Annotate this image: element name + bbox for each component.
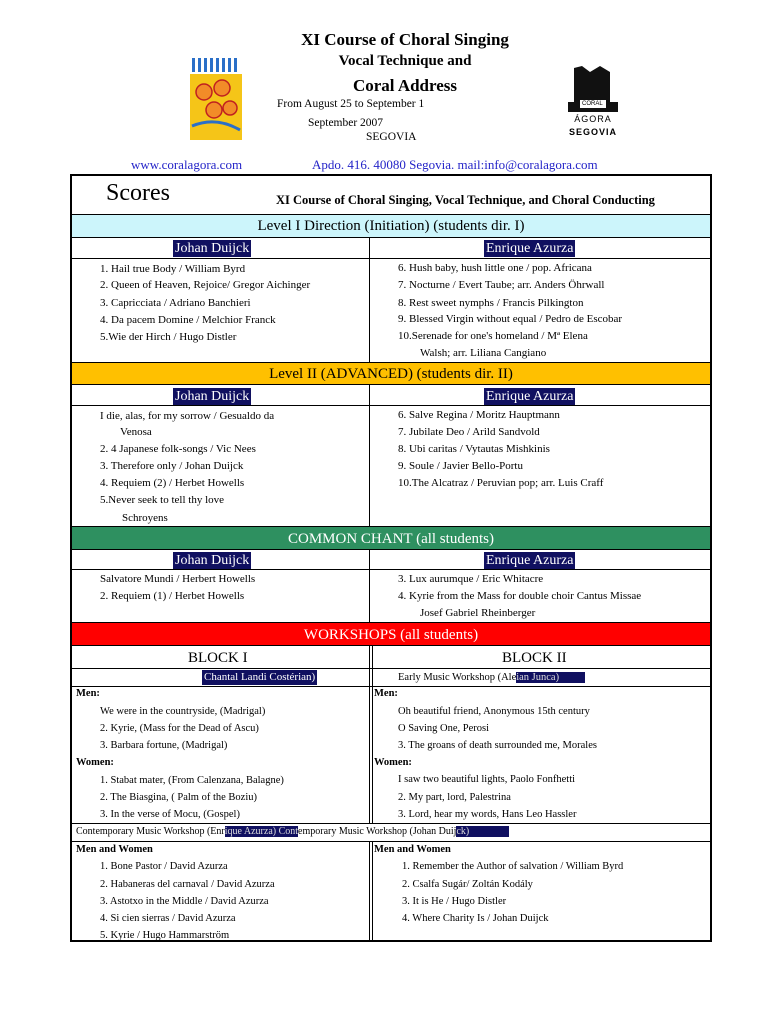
list-item: 3. Capricciata / Adriano Banchieri xyxy=(100,297,251,309)
column-divider-double xyxy=(372,841,373,942)
list-item: 3. Lord, hear my words, Hans Leo Hassler xyxy=(398,809,577,820)
men-label: Men: xyxy=(76,688,100,699)
list-item: 7. Jubilate Deo / Arild Sandvold xyxy=(398,426,540,438)
column-divider-double xyxy=(372,646,373,824)
level1-left-name: Johan Duijck xyxy=(175,241,250,256)
level2-band: Level II (ADVANCED) (students dir. II) xyxy=(72,362,710,385)
list-item: 3. The groans of death surrounded me, Morales xyxy=(398,740,597,751)
contemporary-b: ique Azurza) Cont xyxy=(224,826,299,837)
list-item: O Saving One, Perosi xyxy=(398,723,489,734)
list-item: 4. Da pacem Domine / Melchior Franck xyxy=(100,314,276,326)
level2-right-name: Enrique Azurza xyxy=(486,389,574,404)
level2-left-name: Johan Duijck xyxy=(175,389,250,404)
men-women-label-2: Men and Women xyxy=(374,844,451,855)
list-item: 2. Kyrie, (Mass for the Dead of Ascu) xyxy=(100,723,259,734)
list-item: 9. Soule / Javier Bello-Portu xyxy=(398,460,523,472)
women-label-2: Women: xyxy=(374,757,412,768)
list-item: 6. Salve Regina / Moritz Hauptmann xyxy=(398,409,560,421)
block1-heading: BLOCK I xyxy=(188,650,248,666)
list-item: 10.The Alcatraz / Peruvian pop; arr. Luis Craff xyxy=(398,477,604,489)
column-divider xyxy=(369,385,370,526)
list-item: 1. Remember the Author of salvation / William Byrd xyxy=(402,861,624,872)
scores-table xyxy=(70,174,712,942)
list-item: 4. Requiem (2) / Herbet Howells xyxy=(100,477,245,489)
list-item: 2. Habaneras del carnaval / David Azurza xyxy=(100,879,275,890)
list-item: 5.Never seek to tell thy love xyxy=(100,494,225,506)
men-label-2: Men: xyxy=(374,688,398,699)
common-right-name: Enrique Azurza xyxy=(486,553,574,568)
course-city: SEGOVIA xyxy=(366,131,417,143)
course-dates: From August 25 to September 1 xyxy=(277,98,425,110)
course-title: XI Course of Choral Singing xyxy=(301,30,509,49)
list-item: 7. Nocturne / Evert Taube; arr. Anders Öhrwall xyxy=(398,279,605,291)
column-divider xyxy=(369,841,370,942)
course-subtitle: Vocal Technique and xyxy=(338,53,472,69)
contemporary-c: emporary Music Workshop (Johan Duij xyxy=(298,826,457,837)
workshop1-title: Chantal Landi Costérian) xyxy=(204,671,316,683)
contemporary-workshop-title xyxy=(76,825,509,839)
list-item: 9. Blessed Virgin without equal / Pedro de Escobar xyxy=(398,313,623,325)
website-link[interactable]: www.coralagora.com xyxy=(131,157,243,172)
list-item: 8. Ubi caritas / Vytautas Mishkinis xyxy=(398,443,550,455)
list-item: 8. Rest sweet nymphs / Francis Pilkington xyxy=(398,297,584,309)
festival-logo xyxy=(188,56,244,142)
contact-info[interactable]: Apdo. 416. 40080 Segovia. mail:info@coralagora.com xyxy=(312,157,598,172)
list-item: 2. Queen of Heaven, Rejoice/ Gregor Aichinger xyxy=(100,279,311,291)
list-item: 1. Bone Pastor / David Azurza xyxy=(100,861,228,872)
list-item: 3. Therefore only / Johan Duijck xyxy=(100,460,244,472)
workshop2-title-b: ian Junca) xyxy=(516,672,585,683)
list-item: 4. Where Charity Is / Johan Duijck xyxy=(402,913,549,924)
scores-heading: XI Course of Choral Singing, Vocal Technique, and Choral Conducting xyxy=(276,193,655,207)
contemporary-d: ck) xyxy=(456,826,509,837)
list-item: 5.Wie der Hirch / Hugo Distler xyxy=(100,331,237,343)
list-item: I die, alas, for my sorrow / Gesualdo da xyxy=(100,410,275,422)
list-item: 3. In the verse of Mocu, (Gospel) xyxy=(100,809,240,820)
scores-label: Scores xyxy=(106,180,170,206)
list-item: 2. 4 Japanese folk-songs / Vic Nees xyxy=(100,443,256,455)
list-item: Walsh; arr. Liliana Cangiano xyxy=(420,347,547,359)
list-item: 2. Csalfa Sugár/ Zoltán Kodály xyxy=(402,879,533,890)
logo-text-agora: ÁGORA xyxy=(574,114,612,124)
column-divider xyxy=(369,238,370,362)
list-item: Josef Gabriel Rheinberger xyxy=(420,607,536,619)
column-divider xyxy=(369,550,370,622)
list-item: Oh beautiful friend, Anonymous 15th century xyxy=(398,706,590,717)
list-item: I saw two beautiful lights, Paolo Fonfhetti xyxy=(398,774,576,785)
course-subtitle-2: Coral Address xyxy=(352,76,458,95)
list-item: 1. Stabat mater, (From Calenzana, Balagne) xyxy=(100,775,284,786)
list-item: 3. It is He / Hugo Distler xyxy=(402,896,507,907)
logo-text-coral: CORAL xyxy=(582,101,603,107)
list-item: 2. My part, lord, Palestrina xyxy=(398,792,511,803)
list-item: 2. The Biasgina, ( Palm of the Boziu) xyxy=(100,792,257,803)
common-left-name: Johan Duijck xyxy=(175,553,250,568)
logo-text-segovia: SEGOVIA xyxy=(568,127,617,137)
list-item: 6. Hush baby, hush little one / pop. Africana xyxy=(398,262,592,274)
list-item: We were in the countryside, (Madrigal) xyxy=(100,706,266,717)
course-year: September 2007 xyxy=(308,117,384,129)
workshops-band: WORKSHOPS (all students) xyxy=(72,622,710,646)
block2-heading: BLOCK II xyxy=(502,650,567,666)
list-item: 10.Serenade for one's homeland / Mª Elena xyxy=(398,330,588,342)
level1-band: Level I Direction (Initiation) (students dir. I) xyxy=(72,215,710,238)
list-item: Salvatore Mundi / Herbert Howells xyxy=(100,573,256,585)
list-item: Venosa xyxy=(120,426,152,438)
men-women-label: Men and Women xyxy=(76,844,153,855)
common-band: COMMON CHANT (all students) xyxy=(72,526,710,550)
list-item: Schroyens xyxy=(122,512,168,524)
workshop2-title xyxy=(398,671,585,685)
level1-right-name: Enrique Azurza xyxy=(486,241,574,256)
contemporary-a: Contemporary Music Workshop (Enr xyxy=(76,826,225,837)
coral-agora-logo xyxy=(560,62,626,140)
workshop2-title-a: Early Music Workshop (Ale xyxy=(398,672,517,683)
women-label: Women: xyxy=(76,757,114,768)
list-item: 4. Kyrie from the Mass for double choir Cantus Missae xyxy=(398,590,642,602)
list-item: 3. Lux aurumque / Eric Whitacre xyxy=(398,573,544,585)
list-item: 3. Astotxo in the Middle / David Azurza xyxy=(100,896,269,907)
list-item: 4. Si cien sierras / David Azurza xyxy=(100,913,236,924)
list-item: 1. Hail true Body / William Byrd xyxy=(100,263,246,275)
column-divider xyxy=(369,646,370,824)
list-item: 3. Barbara fortune, (Madrigal) xyxy=(100,740,228,751)
list-item: 2. Requiem (1) / Herbet Howells xyxy=(100,590,245,602)
list-item: 5. Kyrie / Hugo Hammarström xyxy=(100,930,230,941)
